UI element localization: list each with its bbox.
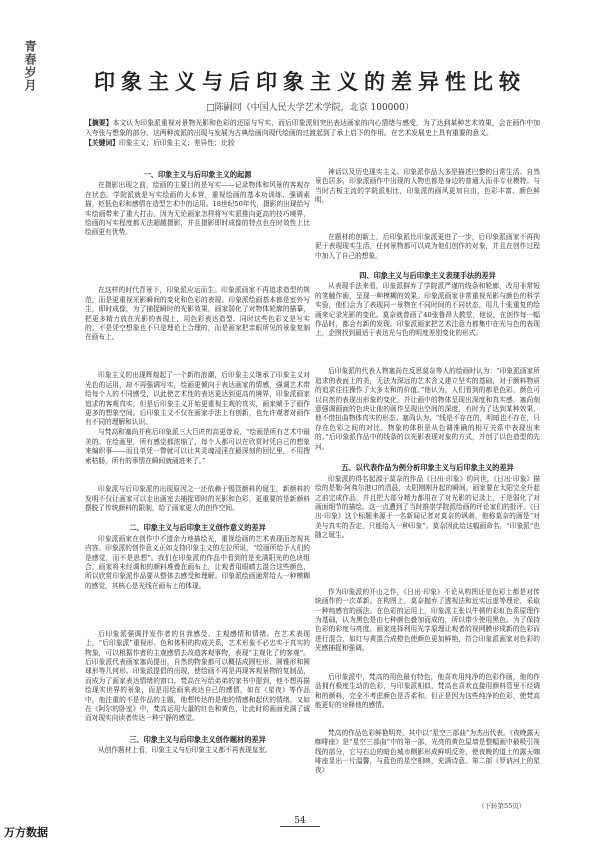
right-column	[315, 168, 540, 775]
keywords-text: 印象主义；后印象主义；差异性；比较	[118, 139, 235, 147]
section-heading-1: 一、印象主义与后印象主义的起源	[143, 170, 252, 179]
left-column	[85, 168, 310, 765]
continuation-note: （下转第55页）	[478, 802, 526, 810]
paragraph: 作为印象派的开山之作，《日出·印象》不论从构图还是色彩上都是对传统画作的一次革新。在构图上，莫奈抛弃了透视法和近实远虚等理论，采取一种纯感官的画法。在色彩的运用上，印象派主张以牛顿的彩虹色系原理作为基础，认为黑色是由七种颜色叠加而成的，所以带少使用黑色。为了保持色彩的彩度与亮度，画家选择利用光学原理让观者的视网膜形成新的色彩而进行混合，如红与黄混合成橙色使颜色更加鲜艳，符合印象派画家对色彩的光感捕捉和强调。	[315, 587, 540, 653]
section-heading-5: 五、以代表作品为例分析印象主义与后印象主义的差异	[341, 463, 514, 473]
paragraph: 后印象派中，梵高的用色最有特色，他喜欢用纯净的色彩作画，他的作品拥有极度生动的色彩，与印象派相似，梵高也喜欢直接用颜料管里不经调和的颜料，完全不考虑颜色是否柔和。但正是因为这些纯净的色彩，使梵高能更好的诠释他的感情。	[315, 672, 540, 710]
paragraph: 后印象派强调抒发作者的自我感受、主观感情和情绪。在艺术表现上，“后印象派”重视形、色和体积的构成关系，艺术形象不必忠实于真实的物象，可以根据作者的主观感情去改造客观事物，表现“主观化了的客观”。后印象派代表画家塞尚提出，自然的物象都可以概括成圆柱形、圆锥形和圆球形等几何形。印象派提倡的出现，使绘画不再是再现客观景物的复制品，而成为了画家表达情绪的窗口。梵高在写给弟弟的家书中提到，他不想再描绘现实世界的景象，而是用绘画来表达自己的感情，如在《星夜》等作品中，他注重的不是作品的主题，他想传达的是他的情感和起伏的情绪。又如在《阿尔的卧室》中，梵高运用大量的红色和黄色，让此时的画面充满了诚而对现实向读者传达一种宁静的感觉。	[85, 629, 310, 723]
publisher-watermark: 万方数据	[4, 826, 48, 839]
section-heading-4: 四、印象主义与后印象主义表现手法的差异	[359, 271, 496, 280]
paragraph: 梵高的作品色彩鲜艳明亮，其中以“星空三部曲”为杰出代表。《夜晚露天咖啡座》是“星空三部曲”中的第一部，光亮的黄色屋墙是整幅画中最吸引视线的部分，它与右边的暗色城市侧影形成鲜明反差，使夜晚的道上的露天咖啡座显出一片温馨，与蓝色的星空相映，充满诗意。第二部《罗讷河上的星夜》	[315, 728, 540, 775]
paragraph: 印象派画家在创作中不遗余力地描绘光，重视绘画的艺术表现而忽视其内容。印象派的创作意义正如支持印象主义的左拉所说，“绘画所给予人们的是感觉，而不是思想”。我们在印象派的作品中看到的是充满阳光的色块组合，画家将未经调和的颜料堆叠在画布上，让观者用眼睛去混合这些颜色，所以欣赏印象派作品要从整体去感受和理解。印象派绘画通常给人一种模糊的感觉，其核心是光线在画布上的体现。	[85, 534, 310, 590]
paragraph: 从表现手法来看，印象派摒弃了学院派严谨的线条和轮廓，改用非常短的笔触作画，呈现一种模糊的效果。印象派画家非常重视光影与颜色的科学实验，他们会为了表现同一景物在不同时间的不同状态，用几十张重复的绘画来记录光影的变化。莫奈就曾画了40张鲁昂大教堂，他说，在创作每一幅作品时，都会有新的发现。印象派画家把艺术注意力都集中在光与色的表现上，企图找到最适于表达光与色的明度差别变化的形式。	[315, 282, 540, 338]
paragraph: 与梵高和塞尚并称后印象派三大巨匠的高更曾说，“绘画是所有艺术中最美的。在绘画里，所有感觉都浓缩了，每个人都可以在欣赏时凭自己的想象来编织事——而且单凭一瞥就可以让其灵魂浸淫在最深刻的回忆里，不用搜索枯肠，所有的事情在瞬间就涌进来了。”	[85, 428, 310, 465]
paragraph: 在题材的创新上，后印象派比印象派更进了一步，后印象派画家不再拘泥于表现现实生活，任何景物都可以成为他们创作的对象，并且在创作过程中加入了自己的想象。	[315, 233, 540, 260]
paragraph: 印象派的得名起源于莫奈的作品《日出·印象》的问世，《日出·印象》描绘的是勒·阿弗尔港口的清晨，太阳刚刚升起的瞬间。画家要在太阳完全升起之前完成作品，并且把大部分精力都用在了对光影的记录上，于是弱化了对画面细节的描绘。这一点遭到了当时推崇学院派绘画的评论家们的批评。《日出·印象》这个标题来源于一名新闻记者对莫奈的讽刺，他称莫奈的画是“对美与真实的否定，只能给人一种印象”。莫奈因此给这幅画命名，“印象派”也随之诞生。	[315, 474, 540, 540]
abstract-text: 本文认为印象派重视对景物光影和色彩的还原与写实，而后印象派则突出表达画家的内心情绪与感受，为了达到某种艺术效果，会在画作中加入夸张与想象的部分。这两种流派的出现与发展为古典绘画向现代绘画的过渡起到了承上启下的作用。在艺术发展史上具有重要的意义。	[85, 119, 541, 137]
paragraph: 在摄影出现之前，绘画的主要目的是写实——记录物体和风景的客观存在状态。学院派就是写实绘画的大本营，重视绘画的基本功训练、强调素描，贬低色彩和感情在造型艺术中的运用。18世纪50年代，摄影的出现给写实绘画带来了重大打击，因为无论画家怎样将写实派推向更高的技巧境界，绘画的写实程度都无法超越摄影，并且摄影即时成像的特点也在时效性上比绘画更有优势。	[85, 181, 310, 237]
page-number: 54	[280, 816, 320, 827]
paragraph: 从创作题材上看，印象主义与后印象主义都不再表现皇室、	[98, 746, 272, 755]
paragraph: 在这样的时代背景下，印象派应运而生。印象派画家不再追求造型的规范，而是更重视光影瞬间的变化和色彩的表现。印象派绘画基本都是室外写生，即时成像，为了捕捉瞬时的光影效果，画家弱化了对物体轮廓的描摹，把更多精力放在光影的表现上，用色彩表达造型。同时这些色彩又是写实的，不是凭空想象也不只是理论上合理的，而是画家把亲眼所见的景象复制在画布上。	[85, 286, 310, 342]
paragraph: 后印象派的代表人物塞尚在反思莫奈等人的绘画时认为：“印象派画家所追求的表面上的美，无法为深远的艺术含义建立坚实的基础，对于颜料物质的追求往往操作了太多太和的价值。”他认为，人们看到的都是色彩，颜色可以自然的表现出形象的变化，并让画中的物体呈现出深度和真实感，塞尚刻意强调画面的色块让他的画作呈现出空间的深度，有时为了达到某种效果，他不惜扭曲物体真实的形态。塞尚认为，“线是不存在的，明暗也不存在，只存在色彩之间的对比。物象的体积是从色调准确的相互关系中表现出来的。”后印象派作品中的线条的以光影表现对象的方式，并创了以色造型的先河。	[315, 367, 540, 451]
paragraph: 印象派与后印象派的出现原因之一还依赖于锡管颜料的诞生，新颜料的发明不仅让画家可以走出画室去捕捉即时的光影和色彩，更重要的是新颜料摆脱了传统颜料的限制，给了画家更大的创作空间。	[85, 485, 310, 513]
section-heading-3: 三、印象主义与后印象主义创作题材的差异	[129, 734, 266, 744]
author-byline: □陈嗣同（中国人民大学艺术学院，北京 100000）	[206, 103, 414, 113]
paragraph: 神话以及历史现实主义。印象派作品大多是描述巴黎的日常生活、自然景色居多，印象派画作中出现的人物也都是身边的普通人而非专业模特。与当时古板主流的学院派相比，印象派的画风更加自由，色彩丰富、颜色鲜明。	[315, 168, 540, 205]
abstract-block	[85, 118, 540, 148]
section-heading-2: 二、印象主义与后印象主义创作意义的差异	[129, 523, 266, 533]
keywords-label: 【关键词】	[85, 139, 119, 147]
column-label: 青春岁月	[23, 40, 37, 92]
abstract-label: 【摘要】	[85, 119, 113, 127]
paragraph: 印象主义的出现辉煌起了一个新的浪潮，后印象主义继承了印象主义对光色的运用，却不再强调写实，绘画更倾向于表达画家的情感，强调艺术带给每个人的不同感受，以此使艺术性的表达更达到更高的境界，印象派画家追求的客观真实，但是后印象主义开始更重视主观的真实，画家赋予了画作更多的想象空间。后印象主义不仅在画家手法上有创新，也允许观者对画作有不同的理解和认识。	[85, 371, 310, 427]
article-title: 印象主义与后印象主义的差异性比较	[94, 69, 526, 94]
